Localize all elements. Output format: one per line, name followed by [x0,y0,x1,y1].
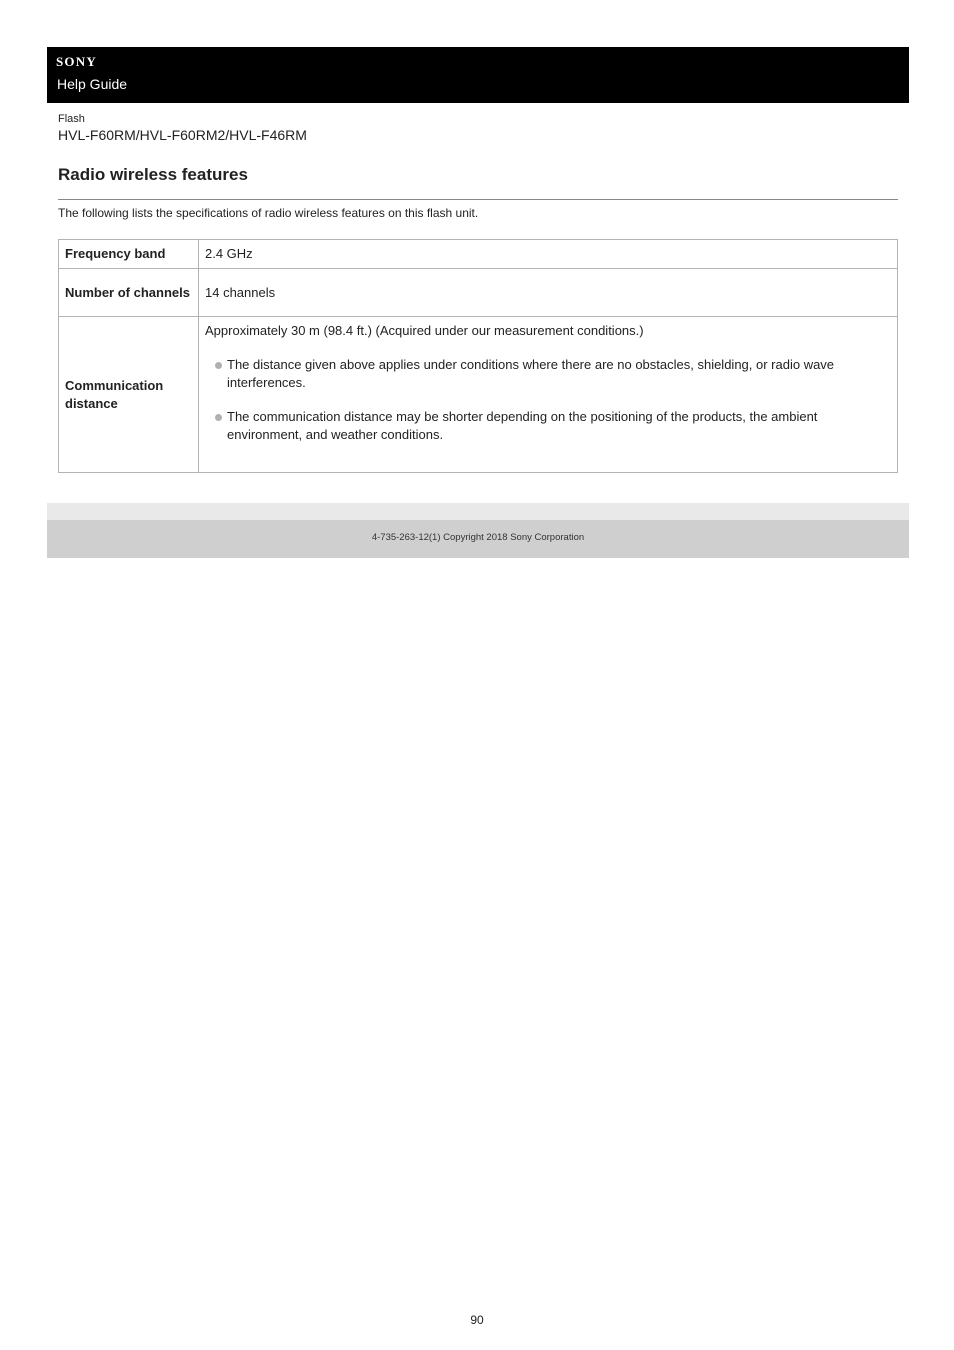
table-row [59,317,898,473]
brand-logo: SONY [56,54,97,69]
note-text: The distance given above applies under conditions where there are no obstacles, shielding, or radio wave interferences. [227,357,835,390]
page-number: 90 [470,1313,484,1327]
product-category: Flash [58,113,85,125]
title-divider [58,199,898,200]
note-text: The communication distance may be shorter depending on the positioning of the products, the ambient environment, and weather conditions. [227,409,818,442]
table-row [59,269,898,317]
bullet-icon [215,362,222,369]
footer-spacer [47,503,909,520]
spec-table [58,239,898,473]
header-bar [47,47,909,103]
table-row [59,240,898,269]
page-title: Radio wireless features [58,165,248,184]
spec-value-channels: 14 channels [199,269,898,317]
spec-value-distance [199,317,898,473]
intro-text: The following lists the specifications of radio wireless features on this flash unit. [58,206,479,220]
help-guide-title: Help Guide [57,76,128,92]
spec-value-frequency: 2.4 GHz [199,240,898,269]
product-model: HVL-F60RM/HVL-F60RM2/HVL-F46RM [58,127,307,143]
spec-label-frequency: Frequency band [59,240,199,269]
distance-value: Approximately 30 m (98.4 ft.) (Acquired under our measurement conditions.) [205,323,644,338]
footer-bar [47,520,909,558]
spec-label-channels: Number of channels [59,269,199,317]
spec-label-distance: Communication distance [59,317,199,473]
bullet-icon [215,414,222,421]
copyright-text: 4-735-263-12(1) Copyright 2018 Sony Corporation [371,532,585,543]
list-item [205,356,891,392]
list-item [205,408,891,444]
